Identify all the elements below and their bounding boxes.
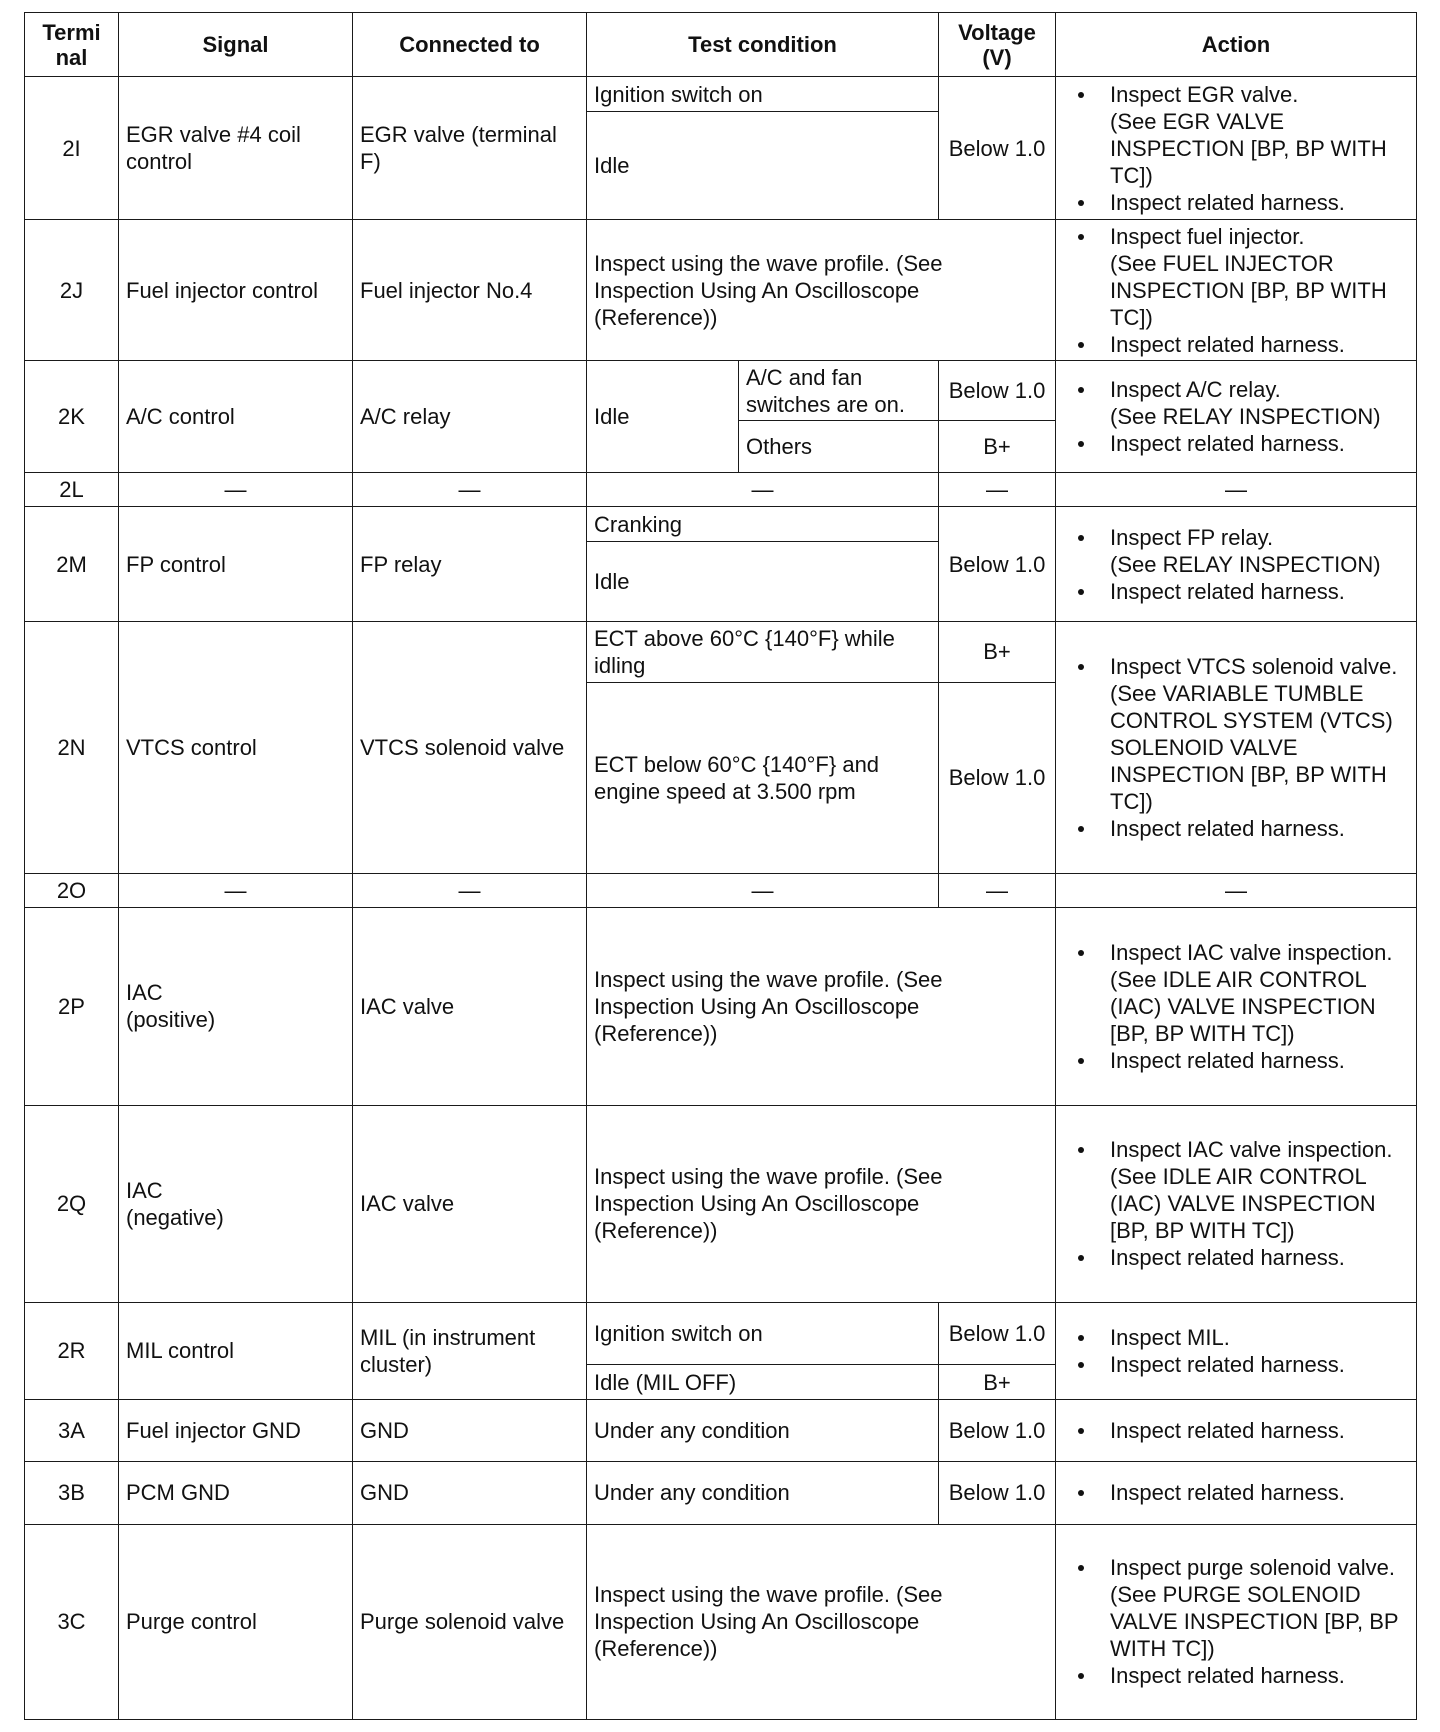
action-item — [1110, 81, 1410, 189]
voltage-cell: — — [939, 873, 1056, 907]
terminal-cell: 2J — [25, 220, 119, 361]
voltage-cell: Below 1.0 — [939, 682, 1056, 873]
connected-cell: IAC valve — [353, 1105, 587, 1302]
reference-note: (See IDLE AIR CONTROL (IAC) VALVE INSPECTION [BP, BP WITH TC]) — [1110, 1164, 1376, 1244]
signal-cell: — — [119, 473, 353, 507]
voltage-cell: Below 1.0 — [939, 77, 1056, 220]
signal-cell: Fuel injector control — [119, 220, 353, 361]
action-item — [1110, 653, 1410, 815]
connected-cell: EGR valve (terminal F) — [353, 77, 587, 220]
signal-cell: FP control — [119, 507, 353, 622]
signal-cell: — — [119, 873, 353, 907]
table-row — [25, 873, 1417, 907]
table-row — [25, 1524, 1417, 1720]
signal-cell: Fuel injector GND — [119, 1399, 353, 1461]
voltage-cell: Below 1.0 — [939, 1302, 1056, 1364]
header-row — [25, 13, 1417, 77]
reference-note: (See RELAY INSPECTION) — [1110, 404, 1381, 430]
terminal-cell: 2L — [25, 473, 119, 507]
connected-cell: A/C relay — [353, 361, 587, 473]
action-item — [1110, 1136, 1410, 1244]
terminal-cell: 2I — [25, 77, 119, 220]
col-terminal-header: Termi nal — [25, 13, 119, 77]
test-condition-cell: Inspect using the wave profile. (See Inspection Using An Oscilloscope (Reference)) — [587, 908, 1056, 1105]
terminal-cell: 2K — [25, 361, 119, 473]
test-condition-cell: Idle — [587, 361, 739, 473]
test-condition-cell: Under any condition — [587, 1462, 939, 1524]
col-voltage-header: Voltage (V) — [939, 13, 1056, 77]
test-condition-cell: Inspect using the wave profile. (See Inspection Using An Oscilloscope (Reference)) — [587, 220, 1056, 361]
col-connected-header: Connected to — [353, 13, 587, 77]
action-cell — [1056, 1462, 1417, 1524]
table-row — [25, 1302, 1417, 1364]
connected-cell: FP relay — [353, 507, 587, 622]
connected-cell: — — [353, 873, 587, 907]
action-item: Inspect related harness. — [1110, 1479, 1410, 1506]
voltage-cell: B+ — [939, 420, 1056, 472]
signal-cell: PCM GND — [119, 1462, 353, 1524]
signal-cell: IAC (negative) — [119, 1105, 353, 1302]
terminal-cell: 2M — [25, 507, 119, 622]
test-condition-cell: Inspect using the wave profile. (See Inspection Using An Oscilloscope (Reference)) — [587, 1105, 1056, 1302]
action-text: Inspect EGR valve. — [1110, 81, 1299, 107]
test-condition-cell: ECT above 60°C {140°F} while idling — [587, 622, 939, 682]
reference-note: (See VARIABLE TUMBLE CONTROL SYSTEM (VTCS) SOLENOID VALVE INSPECTION [BP, BP WITH TC]) — [1110, 681, 1393, 815]
action-item: Inspect related harness. — [1110, 578, 1410, 605]
reference-note: (See EGR VALVE INSPECTION [BP, BP WITH TC]) — [1110, 108, 1387, 188]
action-cell — [1056, 1302, 1417, 1399]
test-condition-cell: Idle (MIL OFF) — [587, 1365, 939, 1399]
action-cell — [1056, 908, 1417, 1105]
action-item — [1110, 524, 1410, 578]
action-cell — [1056, 507, 1417, 622]
test-condition-cell: ECT below 60°C {140°F} and engine speed at 3.500 rpm — [587, 682, 939, 873]
voltage-cell: Below 1.0 — [939, 1462, 1056, 1524]
voltage-cell: Below 1.0 — [939, 1399, 1056, 1461]
terminal-cell: 2R — [25, 1302, 119, 1399]
connected-cell: VTCS solenoid valve — [353, 622, 587, 874]
action-item: Inspect related harness. — [1110, 189, 1410, 216]
table-row — [25, 1105, 1417, 1302]
connected-cell: Purge solenoid valve — [353, 1524, 587, 1720]
reference-note: (See IDLE AIR CONTROL (IAC) VALVE INSPECTION [BP, BP WITH TC]) — [1110, 966, 1376, 1046]
action-item: Inspect related harness. — [1110, 1417, 1410, 1444]
connected-cell: GND — [353, 1399, 587, 1461]
reference-note: (See PURGE SOLENOID VALVE INSPECTION [BP, BP WITH TC]) — [1110, 1582, 1399, 1662]
terminal-cell: 2O — [25, 873, 119, 907]
action-item: Inspect related harness. — [1110, 1047, 1410, 1074]
signal-cell: IAC (positive) — [119, 908, 353, 1105]
action-item: Inspect related harness. — [1110, 1244, 1410, 1271]
reference-note: (See FUEL INJECTOR INSPECTION [BP, BP WITH TC]) — [1110, 250, 1387, 330]
action-cell — [1056, 1524, 1417, 1720]
table-row — [25, 908, 1417, 1105]
action-item: Inspect related harness. — [1110, 331, 1410, 358]
action-item: Inspect related harness. — [1110, 1662, 1410, 1689]
sub-condition-cell: Others — [739, 420, 939, 472]
action-cell — [1056, 1105, 1417, 1302]
action-cell — [1056, 1399, 1417, 1461]
voltage-cell: B+ — [939, 1365, 1056, 1399]
test-condition-cell: Cranking — [587, 507, 939, 541]
connected-cell: — — [353, 473, 587, 507]
action-item: Inspect MIL. — [1110, 1324, 1410, 1351]
action-cell — [1056, 220, 1417, 361]
action-cell: — — [1056, 473, 1417, 507]
terminal-cell: 2P — [25, 908, 119, 1105]
test-condition-cell: Ignition switch on — [587, 1302, 939, 1364]
action-item: Inspect related harness. — [1110, 1351, 1410, 1378]
terminal-cell: 3A — [25, 1399, 119, 1461]
action-cell — [1056, 622, 1417, 874]
table-row — [25, 1462, 1417, 1524]
signal-cell: MIL control — [119, 1302, 353, 1399]
action-cell — [1056, 77, 1417, 220]
col-signal-header: Signal — [119, 13, 353, 77]
reference-note: (See RELAY INSPECTION) — [1110, 551, 1381, 577]
signal-cell: A/C control — [119, 361, 353, 473]
terminal-cell: 2N — [25, 622, 119, 874]
signal-cell: EGR valve #4 coil control — [119, 77, 353, 220]
table-row — [25, 220, 1417, 361]
signal-cell: Purge control — [119, 1524, 353, 1720]
action-text: Inspect IAC valve inspection. — [1110, 1137, 1393, 1163]
terminal-cell: 2Q — [25, 1105, 119, 1302]
action-item — [1110, 1554, 1410, 1662]
col-test-condition-header: Test condition — [587, 13, 939, 77]
action-item — [1110, 376, 1410, 430]
test-condition-cell: Inspect using the wave profile. (See Inspection Using An Oscilloscope (Reference)) — [587, 1524, 1056, 1720]
action-text: Inspect purge solenoid valve. — [1110, 1555, 1395, 1581]
action-item — [1110, 939, 1410, 1047]
test-condition-cell: — — [587, 473, 939, 507]
action-cell — [1056, 361, 1417, 473]
test-condition-cell: — — [587, 873, 939, 907]
terminal-cell: 3C — [25, 1524, 119, 1720]
action-text: Inspect IAC valve inspection. — [1110, 939, 1393, 965]
test-condition-cell: Under any condition — [587, 1399, 939, 1461]
test-condition-cell: Idle — [587, 111, 939, 220]
voltage-cell: Below 1.0 — [939, 361, 1056, 420]
table-row — [25, 622, 1417, 682]
action-item: Inspect related harness. — [1110, 815, 1410, 842]
table-row — [25, 473, 1417, 507]
terminal-cell: 3B — [25, 1462, 119, 1524]
table-row — [25, 507, 1417, 541]
terminal-voltage-table — [24, 12, 1417, 1720]
action-item: Inspect related harness. — [1110, 430, 1410, 457]
action-item — [1110, 223, 1410, 331]
voltage-cell: — — [939, 473, 1056, 507]
connected-cell: MIL (in instrument cluster) — [353, 1302, 587, 1399]
table-row — [25, 77, 1417, 111]
action-text: Inspect A/C relay. — [1110, 377, 1281, 403]
sub-condition-cell: A/C and fan switches are on. — [739, 361, 939, 420]
connected-cell: GND — [353, 1462, 587, 1524]
connected-cell: Fuel injector No.4 — [353, 220, 587, 361]
voltage-cell: B+ — [939, 622, 1056, 682]
table-row — [25, 361, 1417, 420]
col-action-header: Action — [1056, 13, 1417, 77]
signal-cell: VTCS control — [119, 622, 353, 874]
action-text: Inspect fuel injector. — [1110, 223, 1305, 249]
action-text: Inspect FP relay. — [1110, 524, 1274, 550]
action-text: Inspect VTCS solenoid valve. — [1110, 654, 1398, 680]
action-cell: — — [1056, 873, 1417, 907]
voltage-cell: Below 1.0 — [939, 507, 1056, 622]
test-condition-cell: Ignition switch on — [587, 77, 939, 111]
connected-cell: IAC valve — [353, 908, 587, 1105]
table-row — [25, 1399, 1417, 1461]
test-condition-cell: Idle — [587, 541, 939, 622]
